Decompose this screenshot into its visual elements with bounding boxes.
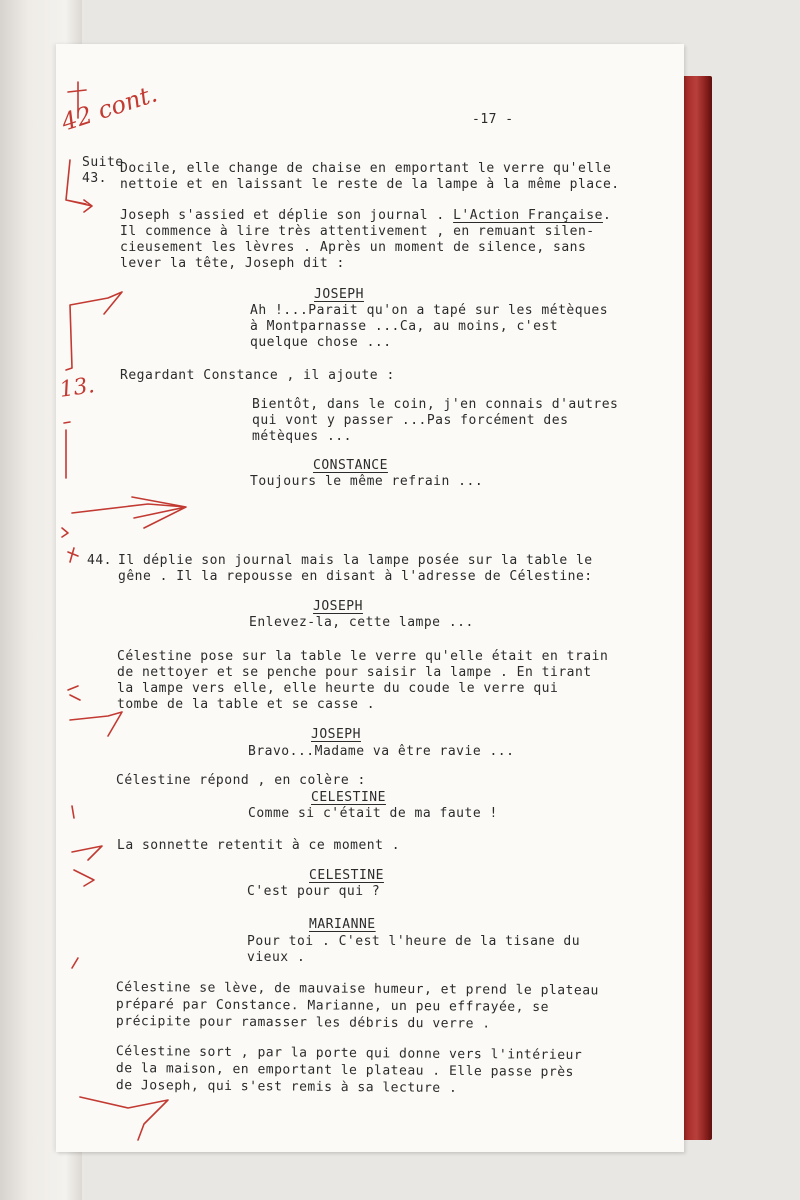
character-joseph-2: JOSEPH: [313, 599, 363, 614]
dialogue-5-line-1: Bravo...Madame va être ravie ...: [248, 744, 515, 759]
scene-43-line-1: Docile, elle change de chaise en emportant le verre qu'elle: [120, 161, 612, 176]
joseph-sits-line-4: lever la tête, Joseph dit :: [120, 256, 345, 271]
character-joseph-1: JOSEPH: [314, 287, 364, 302]
scene-44-line-2: gêne . Il la repousse en disant à l'adresse de Célestine:: [118, 569, 593, 584]
character-marianne: MARIANNE: [309, 917, 376, 932]
dialogue-8-line-2: vieux .: [247, 950, 306, 965]
handwritten-note-mid: 13.: [58, 373, 97, 403]
action-5-line-2: préparé par Constance. Marianne, un peu effrayée, se: [115, 997, 549, 1016]
action-5-line-3: précipite pour ramasser les débris du verre .: [115, 1014, 491, 1032]
scene-43-label-top: Suite: [82, 155, 124, 170]
action-1: Regardant Constance , il ajoute :: [120, 368, 395, 383]
action-6-line-2: de la maison, en emportant le plateau . Elle passe près: [115, 1061, 574, 1080]
dialogue-2-line-1: Bientôt, dans le coin, j'en connais d'autres: [252, 397, 619, 412]
scene-43-line-2: nettoie et en laissant le reste de la lampe à la même place.: [120, 177, 620, 192]
action-6-line-3: de Joseph, qui s'est remis à sa lecture .: [115, 1078, 458, 1096]
dialogue-4-line-1: Enlevez-la, cette lampe ...: [249, 615, 474, 630]
joseph-sits-line-1-post: .: [602, 208, 612, 223]
handwritten-note-top: 42 cont.: [58, 79, 161, 137]
action-5-line-1: Célestine se lève, de mauvaise humeur, et prend le plateau: [115, 980, 599, 999]
dialogue-1-line-1: Ah !...Parait qu'on a tapé sur les métèques: [250, 303, 609, 318]
action-6-line-1: Célestine sort , par la porte qui donne vers l'intérieur: [115, 1044, 583, 1064]
joseph-sits-line-3: cieusement les lèvres . Après un moment de silence, sans: [120, 240, 587, 255]
action-2-line-3: la lampe vers elle, elle heurte du coude le verre qui: [117, 681, 559, 696]
character-joseph-3: JOSEPH: [311, 727, 361, 742]
scene-43-label-num: 43.: [82, 171, 107, 186]
character-celestine-1: CELESTINE: [311, 790, 386, 805]
joseph-sits-line-1: [120, 208, 611, 224]
page-number: -17 -: [472, 112, 514, 127]
dialogue-3-line-1: Toujours le même refrain ...: [250, 474, 484, 489]
scene-44-line-1: Il déplie son journal mais la lampe posée sur la table le: [118, 553, 593, 568]
dialogue-6-line-1: Comme si c'était de ma faute !: [248, 806, 498, 821]
dialogue-8-line-1: Pour toi . C'est l'heure de la tisane du: [247, 934, 581, 949]
action-3: Célestine répond , en colère :: [116, 773, 366, 788]
dialogue-7-line-1: C'est pour qui ?: [247, 884, 381, 899]
joseph-sits-line-2: Il commence à lire très attentivement , en remuant silen-: [120, 224, 595, 239]
dialogue-2-line-2: qui vont y passer ...Pas forcément des: [252, 413, 569, 428]
dialogue-2-line-3: métèques ...: [252, 429, 352, 444]
character-celestine-2: CELESTINE: [309, 868, 384, 883]
dialogue-1-line-3: quelque chose ...: [250, 335, 392, 350]
newspaper-title: L'Action Française: [453, 208, 603, 223]
dialogue-1-line-2: à Montparnasse ...Ca, au moins, c'est: [250, 319, 559, 334]
action-2-line-4: tombe de la table et se casse .: [117, 697, 376, 712]
action-2-line-2: de nettoyer et se penche pour saisir la lampe . En tirant: [117, 665, 592, 680]
action-2-line-1: Célestine pose sur la table le verre qu'elle était en train: [117, 649, 609, 664]
scene-44-label: 44.: [87, 553, 112, 568]
action-4: La sonnette retentit à ce moment .: [117, 838, 401, 853]
joseph-sits-line-1-pre: Joseph s'assied et déplie son journal .: [120, 208, 454, 223]
character-constance: CONSTANCE: [313, 458, 388, 473]
